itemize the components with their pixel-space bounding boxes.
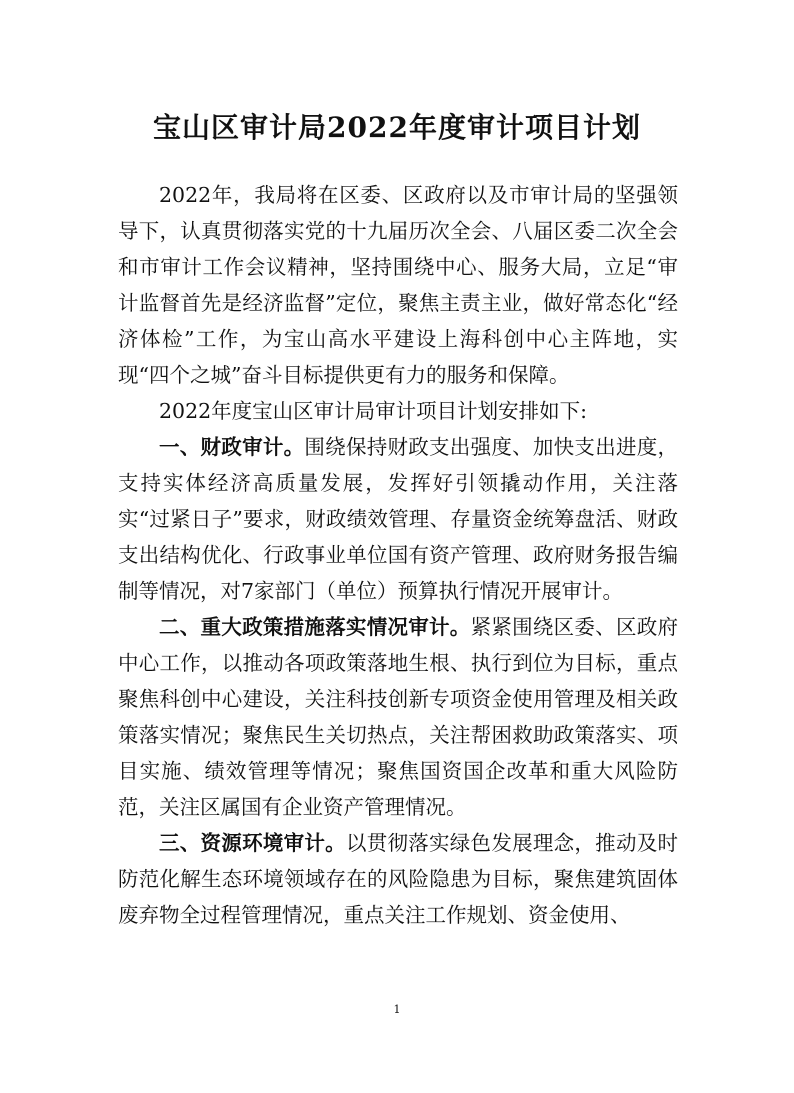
policy-audit-heading: 二、重大政策措施落实情况审计。 (159, 615, 471, 639)
fiscal-audit-text: 围绕保持财政支出强度、加快支出进度，支持实体经济高质量发展，发挥好引领撬动作用，关注落实“过紧日子”要求，财政绩效管理、存量资金统筹盘活、财政支出结构优化、行政事业单位国有资产管理、政府财务报告编制等情况，对7家部门（单位）预算执行情况开展审计。 (118, 435, 679, 603)
page-number: 1 (393, 1003, 401, 1016)
paragraph-plan-intro (118, 393, 678, 429)
paragraph-fiscal-audit (118, 429, 678, 609)
paragraph-policy-audit (118, 609, 678, 825)
policy-audit-text: 紧紧围绕区委、区政府中心工作，以推动各项政策落地生根、执行到位为目标，重点聚焦科创中心建设，关注科技创新专项资金使用管理及相关政策落实情况；聚焦民生关切热点，关注帮困救助政策落实、项目实施、绩效管理等情况；聚焦国资国企改革和重大风险防范，关注区属国有企业资产管理情况。 (118, 615, 678, 819)
paragraph-intro-text: 2022年，我局将在区委、区政府以及市审计局的坚强领导下，认真贯彻落实党的十九届历次全会、八届区委二次全会和市审计工作会议精神，坚持围绕中心、服务大局，立足“审计监督首先是经济监督”定位，聚焦主责主业，做好常态化“经济体检”工作，为宝山高水平建设上海科创中心主阵地，实现“四个之城”奋斗目标提供更有力的服务和保障。 (118, 183, 678, 387)
paragraph-plan-intro-text: 2022年度宝山区审计局审计项目计划安排如下: (159, 399, 588, 423)
environment-audit-text: 以贯彻落实绿色发展理念，推动及时防范化解生态环境领域存在的风险隐患为目标，聚焦建筑固体废弃物全过程管理情况，重点关注工作规划、资金使用、 (118, 831, 678, 927)
fiscal-audit-heading: 一、财政审计。 (159, 435, 305, 459)
environment-audit-heading: 三、资源环境审计。 (159, 831, 346, 855)
document-title: 宝山区审计局2022年度审计项目计划 (153, 111, 641, 144)
paragraph-environment-audit (118, 825, 678, 933)
document-body (118, 177, 678, 933)
paragraph-intro (118, 177, 678, 393)
